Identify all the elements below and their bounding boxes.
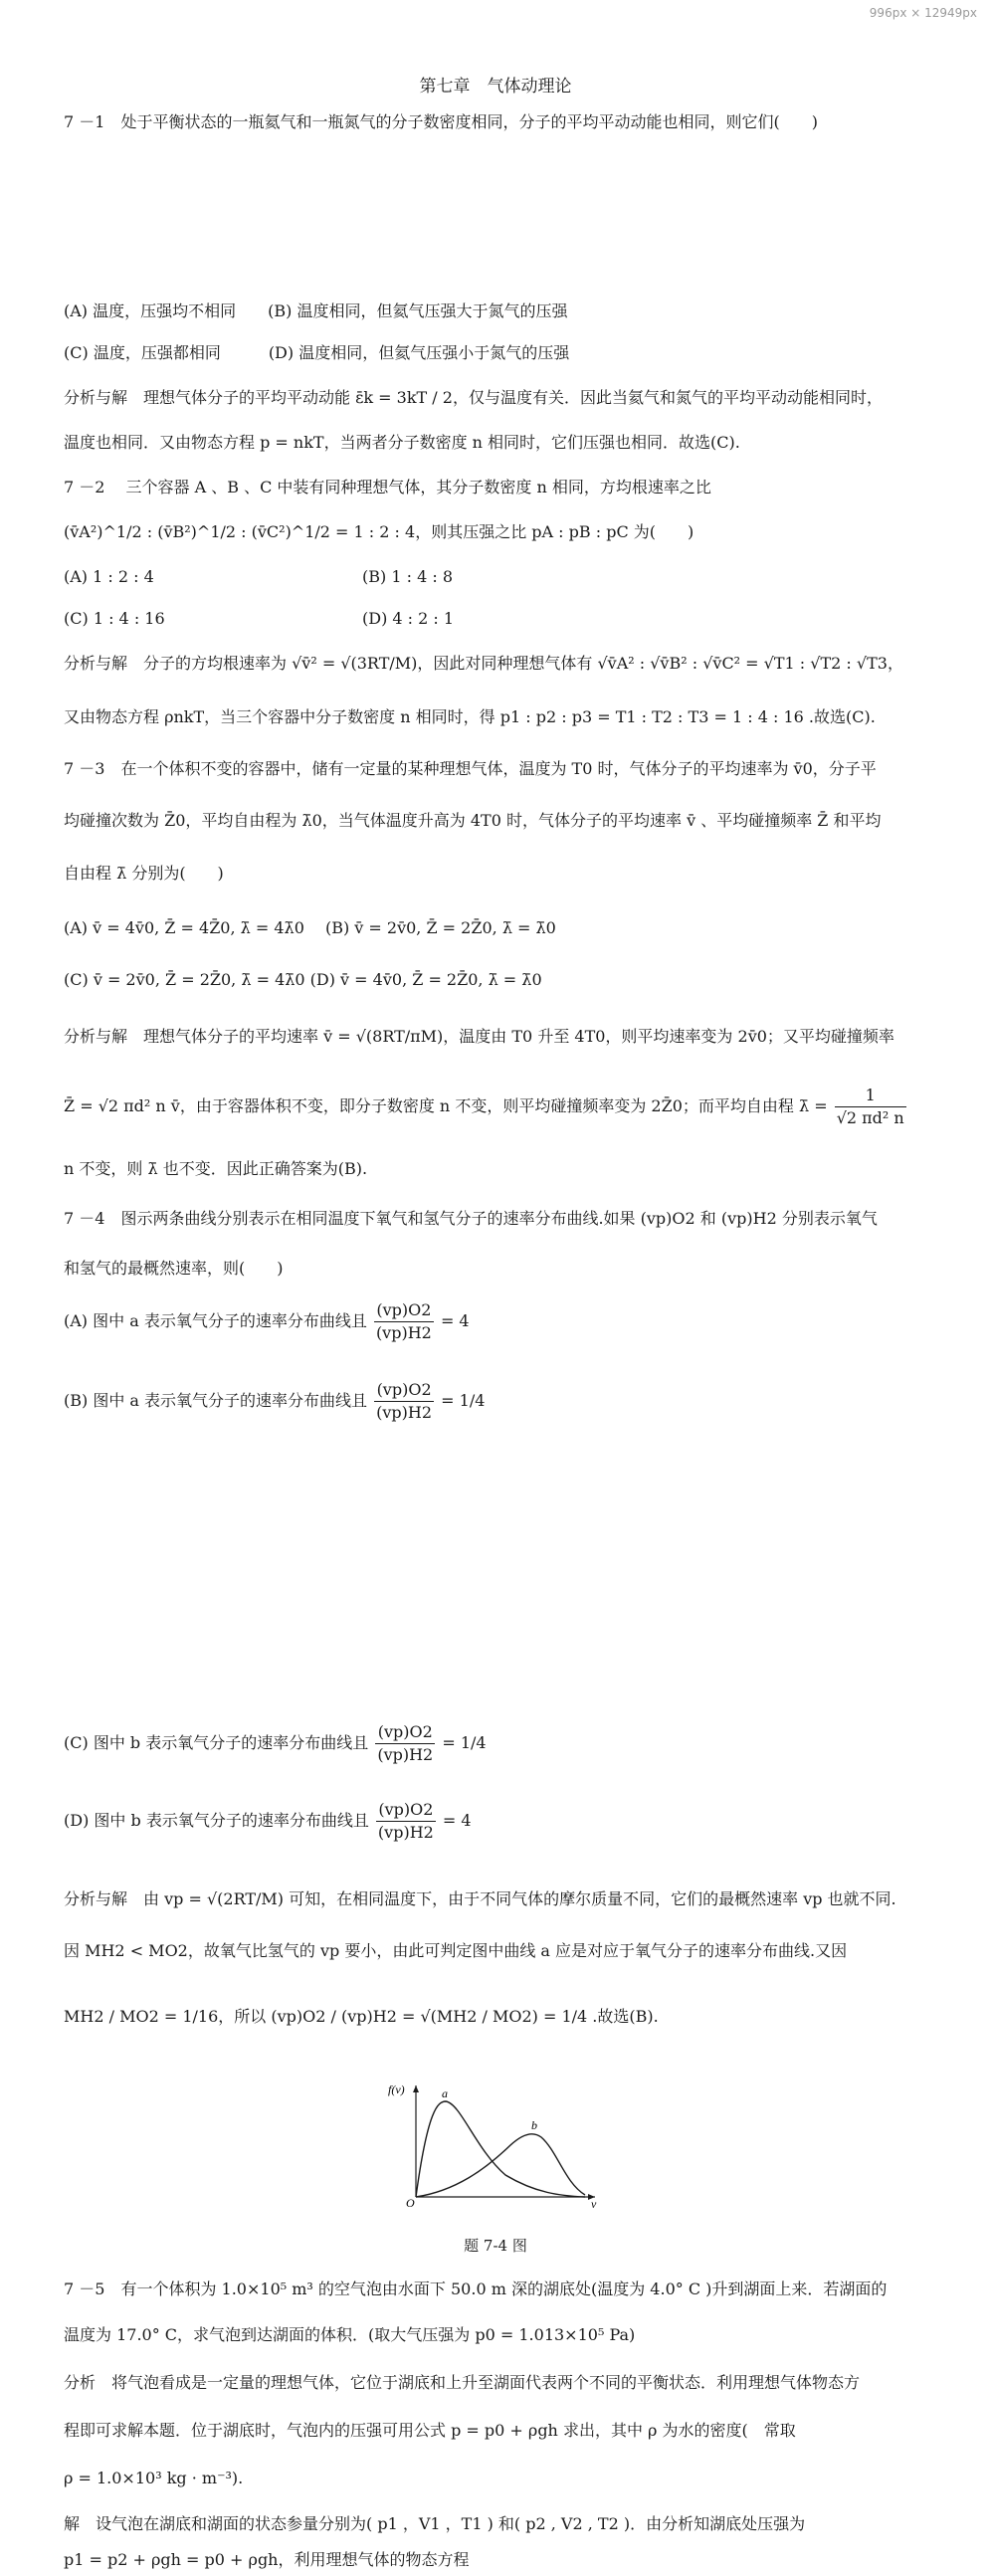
- q3-stem-line2: 均碰撞次数为 Z̄0，平均自由程为 λ̄0，当气体温度升高为 4T0 时，气体分子的平均速率 v̄ 、平均碰撞频率 Z̄ 和平均: [64, 811, 882, 830]
- q4-option-b-value: = 1/4: [441, 1391, 486, 1410]
- q4-option-d-text: (D) 图中 b 表示氧气分子的速率分布曲线且: [64, 1811, 369, 1830]
- fraction-numerator: (vp)O2: [374, 1299, 434, 1322]
- q4-option-c: [64, 1721, 935, 1766]
- q4-option-d-fraction: [376, 1799, 436, 1844]
- q4-option-b-fraction: [374, 1379, 434, 1424]
- q4-option-b-text: (B) 图中 a 表示氧气分子的速率分布曲线且: [64, 1391, 368, 1410]
- q3-answer-line3: n 不变，则 λ̄ 也不变．因此正确答案为(B).: [64, 1159, 368, 1178]
- q5-stem-line1: 7 －5 有一个体积为 1.0×10⁵ m³ 的空气泡由水面下 50.0 m 深的湖底处(温度为 4.0° C )升到湖面上来．若湖面的: [64, 2279, 888, 2298]
- q2-option-a: (A) 1 : 2 : 4: [64, 567, 154, 586]
- q4-option-d: [64, 1799, 935, 1844]
- q3-answer-line2: [64, 1085, 935, 1129]
- q4-stem-line1: 7 －4 图示两条曲线分别表示在相同温度下氧气和氢气分子的速率分布曲线.如果 (vp)O2 和 (vp)H2 分别表示氧气: [64, 1209, 878, 1228]
- q3-options-ab: (A) v̄ = 4v̄0, Z̄ = 4Z̄0, λ̄ = 4λ̄0 (B) v̄ = 2v̄0, Z̄ = 2Z̄0, λ̄ = λ̄0: [64, 918, 556, 937]
- mean-free-path-fraction: [835, 1085, 906, 1129]
- fraction-denominator: (vp)H2: [376, 1403, 433, 1422]
- image-size-label: 996px × 12949px: [869, 6, 977, 20]
- q2-answer-line2: 又由物态方程 ρnkT，当三个容器中分子数密度 n 相同时，得 p1 : p2 : p3 = T1 : T2 : T3 = 1 : 4 : 16 .故选(C).: [64, 707, 876, 726]
- chapter-title: 第七章 气体动理论: [419, 77, 572, 97]
- q5-analysis-line1: 分析 将气泡看成是一定量的理想气体，它位于湖底和上升至湖面代表两个不同的平衡状态．利用理想气体物态方: [64, 2373, 861, 2392]
- q4-option-c-fraction: [375, 1721, 435, 1766]
- q2-stem-line1: 7 －2 三个容器 A 、B 、C 中装有同种理想气体，其分子数密度 n 相同，方均根速率之比: [64, 478, 711, 496]
- curve-b-label: b: [531, 2118, 537, 2132]
- q5-stem-line2: 温度为 17.0° C，求气泡到达湖面的体积．(取大气压强为 p0 = 1.013×10⁵ Pa): [64, 2325, 636, 2344]
- q4-answer-line2: 因 MH2 < MO2，故氧气比氢气的 vp 要小，由此可判定图中曲线 a 应是对应于氧气分子的速率分布曲线.又因: [64, 1941, 848, 1960]
- q5-analysis-line3: ρ = 1.0×10³ kg · m⁻³).: [64, 2469, 244, 2487]
- q1-options-cd: (C) 温度，压强都相同 (D) 温度相同，但氦气压强小于氮气的压强: [64, 343, 570, 362]
- q2-option-b: (B) 1 : 4 : 8: [362, 567, 453, 586]
- q4-option-c-value: = 1/4: [442, 1733, 487, 1752]
- q5-solution-line2: p1 = p2 + ρgh = p0 + ρgh，利用理想气体的物态方程: [64, 2550, 470, 2569]
- q3-answer-line2-text: Z̄ = √2 πd² n v̄，由于容器体积不变，即分子数密度 n 不变，则平均碰撞频率变为 2Z̄0；而平均自由程 λ̄ =: [64, 1096, 828, 1115]
- q5-analysis-line2: 程即可求解本题．位于湖底时，气泡内的压强可用公式 p = p0 + ρgh 求出，其中 ρ 为水的密度( 常取: [64, 2421, 796, 2440]
- fraction-numerator: (vp)O2: [376, 1799, 436, 1822]
- fraction-denominator: √2 πd² n: [836, 1108, 904, 1127]
- q4-option-a-value: = 4: [440, 1311, 470, 1330]
- q4-option-a-text: (A) 图中 a 表示氧气分子的速率分布曲线且: [64, 1311, 367, 1330]
- fraction-numerator: (vp)O2: [374, 1379, 434, 1402]
- q4-option-d-value: = 4: [442, 1811, 472, 1830]
- fraction-denominator: (vp)H2: [377, 1823, 434, 1842]
- q4-option-b: [64, 1379, 935, 1424]
- y-axis-label: f(v): [388, 2082, 405, 2096]
- origin-label: O: [406, 2196, 415, 2209]
- q2-option-d: (D) 4 : 2 : 1: [362, 609, 455, 628]
- q4-answer-line1: 分析与解 由 vp = √(2RT/M) 可知，在相同温度下，由于不同气体的摩尔质量不同，它们的最概然速率 vp 也就不同.: [64, 1889, 896, 1908]
- q3-stem-line3: 自由程 λ̄ 分别为( ): [64, 864, 224, 883]
- q1-answer-line2: 温度也相同．又由物态方程 p = nkT，当两者分子数密度 n 相同时，它们压强也相同．故选(C).: [64, 433, 740, 452]
- q4-option-a: [64, 1299, 935, 1344]
- q5-solution-line1: 解 设气泡在湖底和湖面的状态参量分别为( p1 ，V1 ，T1 ) 和( p2 , V2 , T2 )．由分析知湖底处压强为: [64, 2514, 806, 2533]
- q4-option-c-text: (C) 图中 b 表示氧气分子的速率分布曲线且: [64, 1733, 369, 1752]
- q3-options-cd: (C) v̄ = 2v̄0, Z̄ = 2Z̄0, λ̄ = 4λ̄0 (D) v̄ = 4v̄0, Z̄ = 2Z̄0, λ̄ = λ̄0: [64, 970, 542, 989]
- fraction-numerator: 1: [835, 1085, 906, 1107]
- speed-distribution-figure: [386, 2080, 605, 2209]
- y-axis-arrow: [413, 2085, 419, 2092]
- q2-answer-line1: 分析与解 分子的方均根速率为 √v̄² = √(3RT/M)，因此对同种理想气体有 √v̄A² : √v̄B² : √v̄C² = √T1 : √T2 : √T3，: [64, 654, 903, 673]
- x-axis-label: v: [591, 2197, 597, 2209]
- q3-answer-line1: 分析与解 理想气体分子的平均速率 v̄ = √(8RT/πM)，温度由 T0 升至 4T0，则平均速率变为 2v̄0；又平均碰撞频率: [64, 1027, 894, 1046]
- fraction-numerator: (vp)O2: [375, 1721, 435, 1744]
- q3-stem-line1: 7 －3 在一个体积不变的容器中，储有一定量的某种理想气体，温度为 T0 时，气体分子的平均速率为 v̄0，分子平: [64, 759, 877, 778]
- curve-a: [416, 2101, 585, 2197]
- q1-answer-line1: 分析与解 理想气体分子的平均平动动能 ε̄k = 3kT / 2，仅与温度有关．因此当氦气和氮气的平均平动动能相同时，: [64, 388, 883, 407]
- q1-stem: 7 －1 处于平衡状态的一瓶氦气和一瓶氮气的分子数密度相同，分子的平均平动动能也相同，则它们( ): [64, 112, 818, 131]
- q4-option-a-fraction: [374, 1299, 434, 1344]
- q2-stem-line2: (v̄A²)^1/2 : (v̄B²)^1/2 : (v̄C²)^1/2 = 1 : 2 : 4，则其压强之比 pA : pB : pC 为( ): [64, 522, 694, 541]
- fraction-denominator: (vp)H2: [377, 1745, 434, 1764]
- q1-options-ab: (A) 温度，压强均不相同 (B) 温度相同，但氦气压强大于氮气的压强: [64, 301, 568, 320]
- figure-caption: 题 7-4 图: [464, 2237, 527, 2255]
- fraction-denominator: (vp)H2: [375, 1323, 432, 1342]
- curve-b: [416, 2134, 585, 2197]
- q4-answer-line3: MH2 / MO2 = 1/16，所以 (vp)O2 / (vp)H2 = √(MH2 / MO2) = 1/4 .故选(B).: [64, 2007, 659, 2026]
- q2-option-c: (C) 1 : 4 : 16: [64, 609, 165, 628]
- q4-stem-line2: 和氢气的最概然速率，则( ): [64, 1259, 284, 1278]
- curve-a-label: a: [442, 2086, 448, 2100]
